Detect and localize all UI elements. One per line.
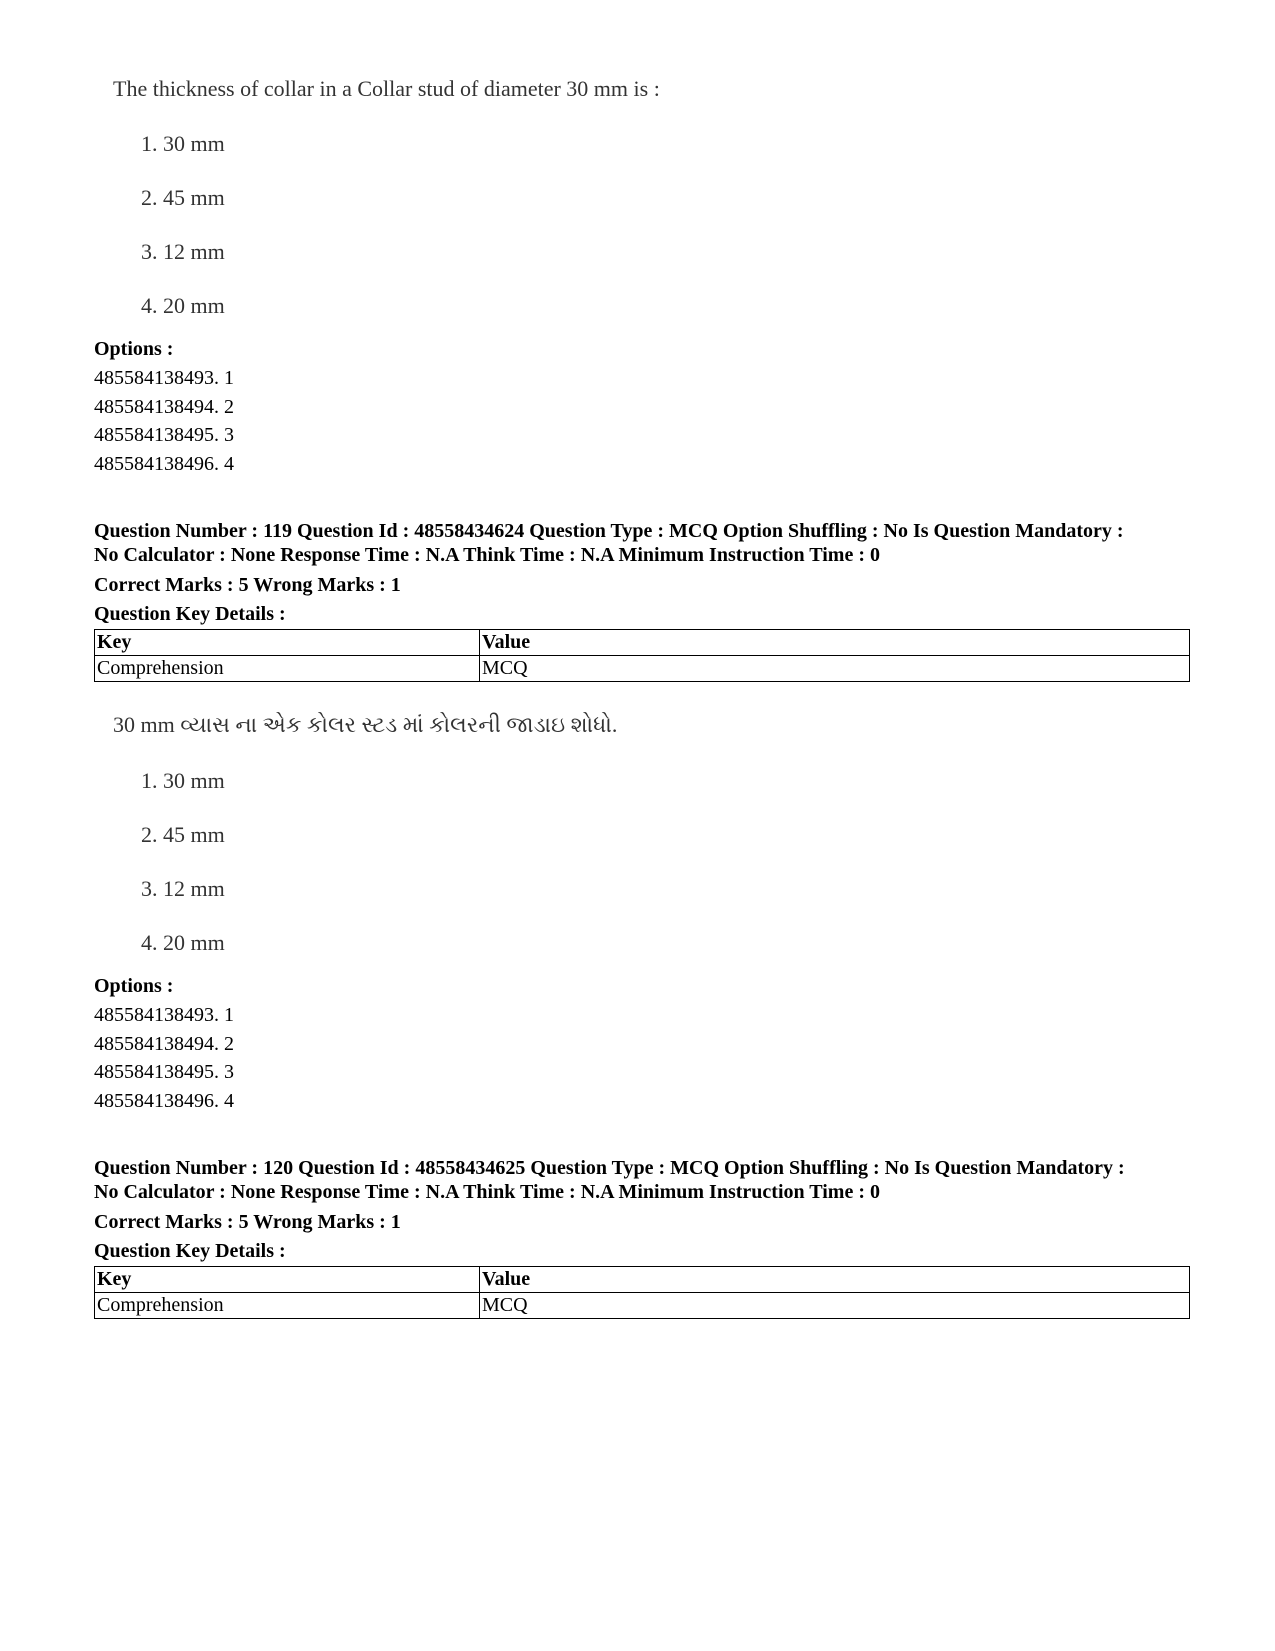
choice-2: 2. 45 mm — [141, 185, 225, 210]
key-details-heading: Question Key Details : — [94, 603, 286, 625]
option-line: 485584138495. 3 — [94, 1061, 234, 1083]
table-cell-key: Comprehension — [95, 656, 480, 682]
question-meta — [94, 1156, 1194, 1204]
choice-1: 1. 30 mm — [141, 768, 225, 793]
table-cell-value: MCQ — [480, 1293, 1190, 1319]
table-cell-value: MCQ — [480, 656, 1190, 682]
meta-line-2: No Calculator : None Response Time : N.A Think Time : N.A Minimum Instruction Time : 0 — [94, 1181, 880, 1203]
table-cell-key: Comprehension — [95, 1293, 480, 1319]
meta-line-1: Question Number : 119 Question Id : 48558434624 Question Type : MCQ Option Shuffling : No Is Question Mandatory : — [94, 520, 1124, 542]
question-text: 30 mm વ્યાસ ના એક કોલર સ્ટડ માં કોલરની જાડાઇ શોધો. — [113, 712, 618, 737]
marks-line: Correct Marks : 5 Wrong Marks : 1 — [94, 574, 401, 596]
option-line: 485584138495. 3 — [94, 424, 234, 446]
choice-4: 4. 20 mm — [141, 930, 225, 955]
choice-2: 2. 45 mm — [141, 822, 225, 847]
option-line: 485584138496. 4 — [94, 1090, 234, 1112]
choice-1: 1. 30 mm — [141, 131, 225, 156]
options-heading: Options : — [94, 338, 174, 360]
option-line: 485584138493. 1 — [94, 367, 234, 389]
choice-3: 3. 12 mm — [141, 239, 225, 264]
meta-line-1: Question Number : 120 Question Id : 48558434625 Question Type : MCQ Option Shuffling : No Is Question Mandatory : — [94, 1157, 1125, 1179]
marks-line: Correct Marks : 5 Wrong Marks : 1 — [94, 1211, 401, 1233]
table-header-value: Value — [480, 630, 1190, 656]
choice-3: 3. 12 mm — [141, 876, 225, 901]
key-value-table — [94, 629, 1190, 682]
meta-line-2: No Calculator : None Response Time : N.A Think Time : N.A Minimum Instruction Time : 0 — [94, 544, 880, 566]
option-line: 485584138493. 1 — [94, 1004, 234, 1026]
option-line: 485584138494. 2 — [94, 396, 234, 418]
table-header-key: Key — [95, 630, 480, 656]
table-header-key: Key — [95, 1267, 480, 1293]
question-text: The thickness of collar in a Collar stud of diameter 30 mm is : — [113, 76, 660, 101]
key-value-table — [94, 1266, 1190, 1319]
options-heading: Options : — [94, 975, 174, 997]
question-meta — [94, 519, 1194, 567]
table-header-value: Value — [480, 1267, 1190, 1293]
key-details-heading: Question Key Details : — [94, 1240, 286, 1262]
choice-4: 4. 20 mm — [141, 293, 225, 318]
option-line: 485584138496. 4 — [94, 453, 234, 475]
option-line: 485584138494. 2 — [94, 1033, 234, 1055]
